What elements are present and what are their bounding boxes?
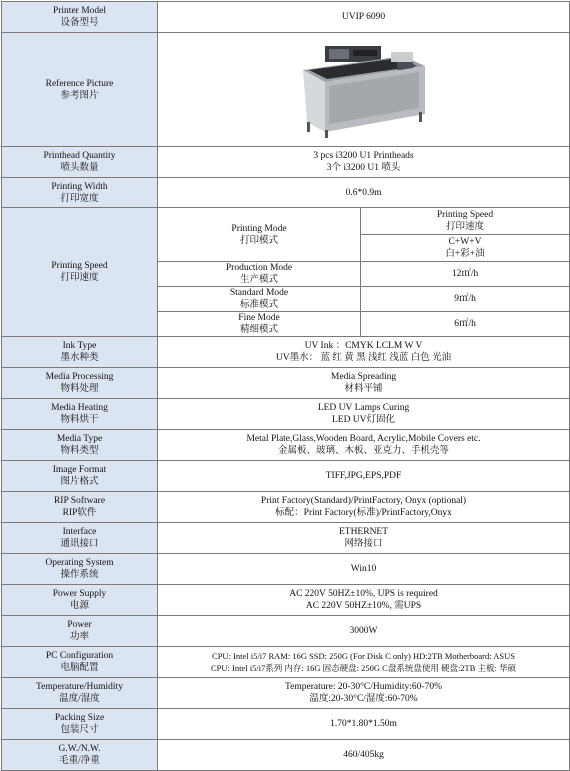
label-power bbox=[2, 616, 158, 647]
label-rip-software bbox=[2, 492, 158, 523]
value-media-heating bbox=[158, 399, 570, 430]
label-media-type bbox=[2, 430, 158, 461]
value-en: UV Ink ：CMYK LCLM W V bbox=[304, 341, 423, 351]
value-en: Temperature: 20-30°C/Humidity:60-70% bbox=[285, 682, 442, 692]
label-zh: 喷头数量 bbox=[60, 163, 99, 173]
printing-mode-header bbox=[158, 208, 361, 262]
label-interface bbox=[2, 523, 158, 554]
label-en: Reference Picture bbox=[45, 78, 114, 89]
value-zh: LED UV灯固化 bbox=[331, 415, 396, 425]
row-power bbox=[2, 616, 570, 647]
value-image-format: TIFF,JPG,EPS,PDF bbox=[158, 461, 570, 492]
mode-en: Fine Mode bbox=[238, 313, 280, 323]
label-zh: 电脑配置 bbox=[60, 663, 99, 673]
spec-table bbox=[1, 1, 570, 771]
value-en: Print Factory(Standard)/PrintFactory, Onyx (optional) bbox=[260, 496, 467, 506]
label-temperature-humidity bbox=[2, 678, 158, 709]
label-media-processing bbox=[2, 368, 158, 399]
label-zh: 毛重/净重 bbox=[59, 756, 100, 766]
value-power-supply bbox=[158, 585, 570, 616]
label-en: Power bbox=[67, 620, 92, 630]
label-zh: 墨水种类 bbox=[60, 353, 99, 363]
value-pc-configuration bbox=[158, 647, 570, 678]
row-image-format bbox=[2, 461, 570, 492]
label-en: RIP Software bbox=[53, 496, 106, 506]
mode-zh: 精细模式 bbox=[239, 325, 278, 335]
mode-speed: 6㎡/h bbox=[361, 312, 570, 337]
label-weight bbox=[2, 740, 158, 771]
label-en: G.W./N.W. bbox=[58, 744, 101, 754]
label-packing-size bbox=[2, 709, 158, 740]
label-zh: 参考图片 bbox=[60, 90, 99, 101]
label-printing-width bbox=[2, 178, 158, 208]
label-en: Image Format bbox=[52, 465, 107, 475]
label-en: Printer Model bbox=[52, 6, 107, 16]
value-zh: 网络接口 bbox=[344, 539, 383, 549]
row-ink-type bbox=[2, 337, 570, 368]
value-zh: 3个 i3200 U1 喷头 bbox=[326, 163, 401, 173]
mode-name bbox=[158, 312, 361, 337]
value-weight: 460/405kg bbox=[158, 740, 570, 771]
value-en: Media Spreading bbox=[330, 372, 397, 382]
color-zh: 白+彩+油 bbox=[445, 249, 485, 259]
label-operating-system bbox=[2, 554, 158, 585]
row-temperature-humidity bbox=[2, 678, 570, 709]
row-media-type bbox=[2, 430, 570, 461]
value-operating-system: Win10 bbox=[158, 554, 570, 585]
value-en: AC 220V 50HZ±10%, UPS is required bbox=[289, 589, 438, 599]
mode-zh: 标准模式 bbox=[239, 300, 278, 310]
mode-zh: 生产模式 bbox=[239, 275, 278, 285]
mode-en: Standard Mode bbox=[229, 288, 289, 298]
value-en: LED UV Lamps Curing bbox=[317, 403, 410, 413]
label-zh: 通讯接口 bbox=[60, 539, 99, 549]
label-en: Interface bbox=[62, 527, 97, 537]
printer-picture-cell bbox=[158, 33, 570, 147]
value-en: CPU: Intel i5/i7 RAM: 16G SSD: 250G (For Disk C only) HD:2TB Motherboard: ASUS bbox=[212, 651, 515, 661]
label-media-heating bbox=[2, 399, 158, 430]
header-zh: 打印速度 bbox=[446, 222, 485, 232]
row-power-supply bbox=[2, 585, 570, 616]
row-weight bbox=[2, 740, 570, 771]
label-zh: 包装尺寸 bbox=[60, 725, 99, 735]
color-en: C+W+V bbox=[448, 237, 482, 247]
header-zh: 打印模式 bbox=[239, 235, 278, 246]
row-media-heating bbox=[2, 399, 570, 430]
label-printhead-quantity bbox=[2, 147, 158, 178]
value-zh: CPU: Intel i5/i7系列 内存: 16G 固态硬盘: 250G C盘系统盘使用 硬盘:2TB 主板: 华硕 bbox=[210, 663, 517, 673]
header-en: Printing Mode bbox=[231, 223, 287, 234]
label-en: Packing Size bbox=[54, 713, 105, 723]
row-printing-speed-header bbox=[2, 208, 570, 235]
label-printing-speed bbox=[2, 208, 158, 337]
mode-speed: 9㎡/h bbox=[361, 287, 570, 312]
value-zh: 金属板、玻璃、木板、亚克力、手机壳等 bbox=[278, 446, 450, 456]
value-zh: UV墨水： 蓝 红 黄 黑 浅红 浅蓝 白色 光油 bbox=[275, 353, 452, 363]
value-power: 3000W bbox=[158, 616, 570, 647]
value-printing-width: 0.6*0.9m bbox=[158, 178, 570, 208]
label-zh: 功率 bbox=[69, 632, 89, 642]
row-interface bbox=[2, 523, 570, 554]
label-zh: 设备型号 bbox=[60, 18, 99, 28]
row-operating-system bbox=[2, 554, 570, 585]
row-reference-picture bbox=[2, 33, 570, 147]
value-interface bbox=[158, 523, 570, 554]
label-en: Media Processing bbox=[45, 372, 114, 382]
label-zh: 温度/湿度 bbox=[59, 694, 100, 704]
mode-en: Production Mode bbox=[225, 263, 293, 273]
mode-speed: 12㎡/h bbox=[361, 262, 570, 287]
label-zh: 打印宽度 bbox=[60, 193, 99, 204]
label-en: Printing Width bbox=[51, 181, 108, 192]
label-zh: RIP软件 bbox=[62, 508, 97, 518]
row-media-processing bbox=[2, 368, 570, 399]
row-printer-model bbox=[2, 2, 570, 33]
header-en: Printing Speed bbox=[436, 210, 494, 220]
label-zh: 打印速度 bbox=[60, 273, 99, 283]
value-en: ETHERNET bbox=[338, 527, 389, 537]
label-pc-configuration bbox=[2, 647, 158, 678]
label-zh: 操作系统 bbox=[60, 570, 99, 580]
value-zh: AC 220V 50HZ±10%, 需UPS bbox=[305, 601, 422, 611]
mode-name bbox=[158, 287, 361, 312]
label-zh: 物料处理 bbox=[60, 384, 99, 394]
value-en: 3 pcs i3200 U1 Printheads bbox=[313, 151, 414, 161]
value-printer-model: UVIP 6090 bbox=[158, 2, 570, 33]
value-rip-software bbox=[158, 492, 570, 523]
label-en: Temperature/Humidity bbox=[36, 682, 123, 692]
label-zh: 物料类型 bbox=[60, 446, 99, 456]
value-zh: 材料平铺 bbox=[344, 384, 383, 394]
label-printer-model bbox=[2, 2, 158, 33]
label-power-supply bbox=[2, 585, 158, 616]
value-zh: 温度:20-30°C/湿度:60-70% bbox=[309, 694, 418, 704]
label-zh: 电源 bbox=[69, 601, 89, 611]
label-reference-picture bbox=[2, 33, 158, 147]
uv-printer-image bbox=[299, 40, 429, 140]
value-media-type bbox=[158, 430, 570, 461]
label-en: Media Heating bbox=[51, 403, 108, 413]
value-zh: 标配：Print Factory(标准)/PrintFactory,Onyx bbox=[275, 508, 452, 518]
label-en: Printhead Quantity bbox=[43, 151, 116, 161]
label-ink-type bbox=[2, 337, 158, 368]
label-en: Operating System bbox=[45, 558, 114, 568]
value-media-processing bbox=[158, 368, 570, 399]
row-rip-software bbox=[2, 492, 570, 523]
label-en: Power Supply bbox=[52, 589, 107, 599]
mode-name bbox=[158, 262, 361, 287]
value-ink-type bbox=[158, 337, 570, 368]
value-printhead-quantity bbox=[158, 147, 570, 178]
color-config-header bbox=[361, 235, 570, 262]
row-pc-configuration bbox=[2, 647, 570, 678]
label-zh: 图片格式 bbox=[60, 477, 99, 487]
row-printhead-quantity bbox=[2, 147, 570, 178]
label-image-format bbox=[2, 461, 158, 492]
row-packing-size bbox=[2, 709, 570, 740]
value-packing-size: 1.70*1.80*1.50m bbox=[158, 709, 570, 740]
value-temperature-humidity bbox=[158, 678, 570, 709]
label-en: PC Configuration bbox=[45, 651, 114, 661]
label-en: Media Type bbox=[56, 434, 103, 444]
label-en: Printing Speed bbox=[51, 261, 108, 271]
label-zh: 物料烘干 bbox=[60, 415, 99, 425]
label-en: Ink Type bbox=[62, 341, 97, 351]
printing-speed-header bbox=[361, 208, 570, 235]
row-printing-width bbox=[2, 178, 570, 208]
value-en: Metal Plate,Glass,Wooden Board, Acrylic,Mobile Covers etc. bbox=[246, 434, 481, 444]
